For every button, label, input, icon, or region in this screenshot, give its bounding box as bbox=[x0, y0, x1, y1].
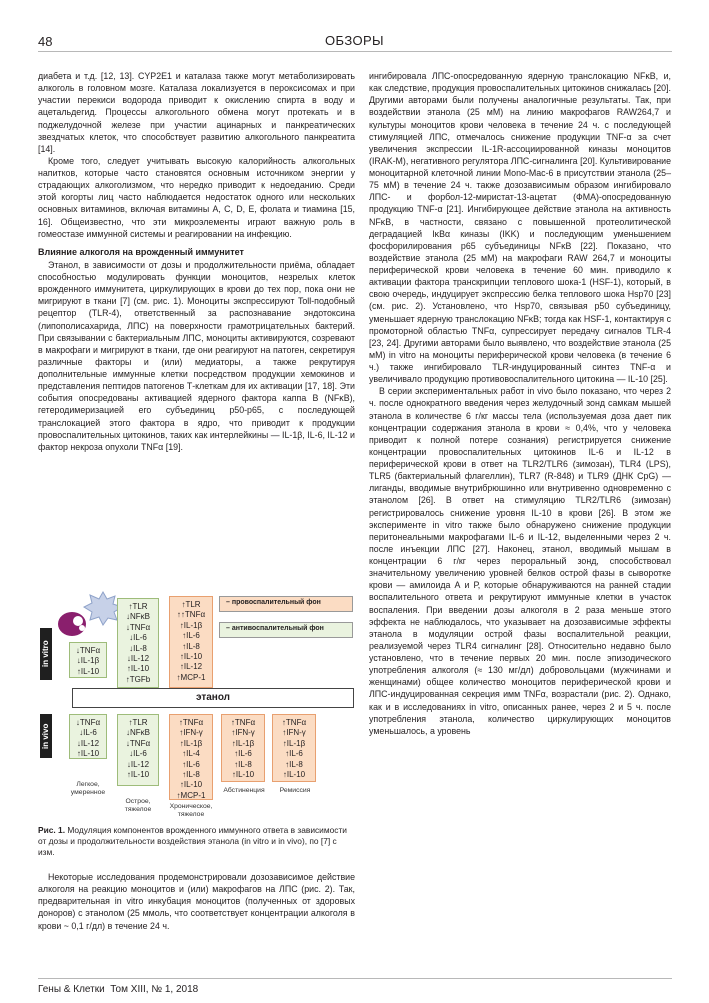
vivo-box-1: ↓TNFα ↓IL-6 ↓IL-12 ↑IL-10 bbox=[69, 714, 107, 759]
vitro-box-3: ↑TLR ↑↑TNFα ↑IL-1β ↑IL-6 ↑IL-8 ↑IL-10 ↑IL-12 ↑MCP-1 bbox=[169, 596, 213, 688]
paragraph: В серии экспериментальных работ in vivo было показано, что через 2 ч. после однократного введения через желудочный зонд самкам мышей этанола в количестве 6 г/кг массы тела (используемая доза дает пик концентрации содержания этанола в крови ≈ 0,4%, что у человека приводит к полной потере сознания) регистрируется снижение концентрации провоспалительных цитокинов IL-6 и IL-12 в периферической крови в ответ на TLR2/TLR6 (зимозан), TLR4 (LPS), TLR5 (бактериальный флагеллин), TLR7 (R-848) и TLR9 (ДНК CpG) — лиганды, вводимые внутрибрюшинно или внутривенно одновременно с этанолом [26]. В ответ на стимуляцию TLR2/TLR6 (зимозан) регистрировалось снижение уровня IL-10 в крови [26]. В этом же эксперименте in vitro также было обнаружено снижение продукции перитонеальными макрофагами IL-6 и IL-12, выделенными через 2 ч. после инъекции ЛПС [27]. Наконец, этанол, вводимый мышам в концентрации 6 г/кг через пероральный зонд, способствовал значительному увеличению уровней белков острой фазы в сыворотке крови — амилоида А и Р, которые обнаруживаются на ранней стадии воспалительного ответа и рекрутируют иммунные клетки в участок воспаления. При введении дозы алкоголя в 2 раза меньше этого эффекта не наблюдалось, что указывает на дозозависимые эффекты этанола в модуляции острой фазы воспалительной реакции, реализуемой через TLR4 сигналинг [28]. Относительно недавно было установлено, что в течение первых 20 мин. после эпизодического употребления алкоголя (≈ 130 мг/дл) добровольцами (мужчинами и женщинами) общее количество моноцитов периферической крови и ЛПС-индуцированная секреция имм TNFα, возрастали (рис. 2). Однако, как и в исследованиях in vitro, описанных ранее, через 2 и 5 ч. после употребления этанола, количество циркулирующих моноцитов уменьшалось, а уровень bbox=[369, 386, 671, 736]
paragraph: Этанол, в зависимости от дозы и продолжительности приёма, обладает способностью модулировать функции моноцитов, незрелых клеток врожденного иммунитета, циркулирующих в крови до тех пор, пока они не мигрируют в ткани [7] (см. рис. 1). Моноциты экспрессируют Toll-подобный рецептор (TLR-4), ответственный за распознавание эндотоксина (липополисахарида, ЛПС) на поверхности грамотрицательных бактерий. При связывании с бактериальным ЛПС, моноциты активируются, созревают в макрофаги и мигрируют в ткани, где они реагируют на патоген, секретируя различные факторы и (или) медиаторы, а также рекрутируя дополнительные иммунные клетки посредством продукции хемокинов и представления пептидов патогенов Т-клеткам для их активации [17, 18]. Эти события опосредованы активацией ядерного фактора каппа В (NFκB), гетеродимеризацией его субъединиц p50-p65, с последующей транслокацией этого фактора в ядро, что приводит к продукции провоспалительных цитокинов, таких как интерлейкины — IL-1β, IL-6, IL-12 и фактор некроза опухоли TNFα [19]. bbox=[38, 259, 355, 452]
vivo-box-5: ↑TNFα ↑IFN-γ ↑IL-1β ↑IL-6 ↑IL-8 ↑IL-10 bbox=[272, 714, 316, 782]
vitro-box-1: ↓TNFα ↓IL-1β ↑IL-10 bbox=[69, 642, 107, 678]
figure-caption: Рис. 1. Модуляция компонентов врожденного иммунного ответа в зависимости от дозы и продолжительности воздействия этанола (in vitro и in vivo), по [7] с изм. bbox=[38, 825, 347, 857]
paragraph: Кроме того, следует учитывать высокую калорийность алкогольных напитков, которые часто становятся основным источником энергии у страдающих алкоголизмом, что нередко приводит к недоеданию. Среди этой когорты лиц часто наблюдается недостаток одного или нескольких основных витаминов, включая витамины A, C, D, E, фолата и тиамина [15, 16]. Общеизвестно, что эти микроэлементы играют важную роль в гомеостазе иммунной системы и реагировании на инфекцию. bbox=[38, 155, 355, 239]
section-heading: Влияние алкоголя на врожденный иммунитет bbox=[38, 246, 244, 257]
left-column bbox=[38, 70, 355, 453]
journal-footer: Гены & Клетки Том XIII, № 1, 2018 bbox=[38, 984, 199, 995]
in-vitro-label: in vitro bbox=[40, 628, 52, 680]
stage-label-withdrawal: Абстиненция bbox=[223, 787, 265, 794]
paragraph: ингибировала ЛПС-опосредованную ядерную транслокацию NFκB, и, как следствие, продукция провоспалительных цитокинов снижалась [20]. Другими авторами были получены аналогичные результаты. Так, при воздействии этанола (25 мМ) на линию макрофагов RAW264,7 и культуры моноцитов крови человека в течение 24 ч. с последующей стимуляцией ЛПС, отмечалось снижение продукции TNF-α за счет увеличения экспрессии IL-1R-ассоциированной киназы моноцитов (IRAK-M), негативного регулятора ЛПС-сигналинга [20]. Культивирование моноцитарной клеточной линии Mono-Mac-6 в присутствии этанола (25–75 мМ) в течение 24 ч. также дозозависимым образом ингибировало ЛПС- и форбол-12-миристат-13-ацетат (ФМА)-опосредованную продукцию TNF-α [21]. Ингибирующее действие этанола на активность NFκB, в частности, связано с повышенной протеолитической деградацией IκBα киназы (IKK) и последующим уменьшением фосфорилирования p65 субъединицы NFκB [22]. Показано, что воздействие этанола (25 мМ) на макрофаги RAW 264,7 и моноциты периферической крови человека в течение 60 мин. приводило к активации фактора транскрипции теплового шока-1 (HSF-1), который, в свою очередь, индуцирует экспрессию белка теплового шока Hsp70 [23] (см. рис. 2). Установлено, что Hsp70, связывая p50 субъединицу, уменьшает ядерную транслокацию NFκB; тогда как HSF-1, контактируя с промоторной областью TNFα, супрессирует передачу сигналов TLR-4 [23, 24]. Другими авторами было выявлено, что воздействие этанола (25 мМ) in vitro на моноциты периферической крови человека (в течение 6 ч.) также ингибировало TLR-индуцированный синтез TNF-α и увеличивало продукцию противовоспалительного цитокина — IL-10 [25]. bbox=[369, 71, 671, 385]
page-number: 48 bbox=[38, 34, 53, 49]
left-column-bottom bbox=[38, 871, 355, 932]
section-title: ОБЗОРЫ bbox=[325, 33, 384, 48]
ethanol-bar: этанол bbox=[72, 688, 354, 708]
in-vivo-label: in vivo bbox=[40, 714, 52, 758]
paragraph: Некоторые исследования продемонстрировали дозозависимое действие алкоголя на реакцию моноцитов и (или) макрофагов на ЛПС (рис. 2). Так, предварительная in vitro инкубация моноцитов (полученных от здоровых доноров) с этанолом (25 ммоль, что соответствует концентрации алкоголя в крови ~ 0,1 г/дл) в течение 24 ч. bbox=[38, 872, 355, 931]
legend-anti: – антивоспалительный фон bbox=[219, 622, 353, 638]
right-column bbox=[369, 70, 671, 737]
vivo-box-2: ↑TLR ↓NFκB ↓TNFα ↓IL-6 ↓IL-12 ↑IL-10 bbox=[117, 714, 159, 786]
vivo-box-4: ↑TNFα ↑IFN-γ ↑IL-1β ↑IL-6 ↑IL-8 ↑IL-10 bbox=[221, 714, 265, 782]
footer-rule bbox=[38, 978, 672, 979]
bacteria-icon bbox=[56, 606, 92, 640]
vitro-box-2: ↑TLR ↓NFκB ↓TNFα ↓IL-6 ↓IL-8 ↓IL-12 ↑IL-10 ↑TGFb bbox=[117, 598, 159, 688]
stage-label-remission: Ремиссия bbox=[279, 787, 311, 794]
stage-label-chronic: Хроническое, тяжелое bbox=[169, 803, 213, 818]
stage-label-acute: Острое, тяжелое bbox=[124, 798, 152, 813]
figure-1 bbox=[38, 588, 355, 820]
vivo-box-3: ↑TNFα ↑IFN-γ ↑IL-1β ↑IL-4 ↑IL-6 ↑IL-8 ↑IL-10 ↑MCP-1 bbox=[169, 714, 213, 800]
legend-pro: – провоспалительный фон bbox=[219, 596, 353, 612]
paragraph: диабета и т.д. [12, 13]. CYP2E1 и каталаза также могут метаболизировать алкоголь в головном мозге. Каталаза локализуется в пероксисомах и при участии перекиси водорода приводит к окислению спирта в воду и ацетальдегид. Процессы алкогольного обмена могут протекать и в поджелудочной железе при участии ацинарных и панкреатических звездчатых клеток, что способствует развитию алкогольного панкреатита [14]. bbox=[38, 71, 355, 154]
header-rule bbox=[38, 51, 672, 52]
stage-label-mild: Легкое, умеренное bbox=[70, 781, 106, 796]
